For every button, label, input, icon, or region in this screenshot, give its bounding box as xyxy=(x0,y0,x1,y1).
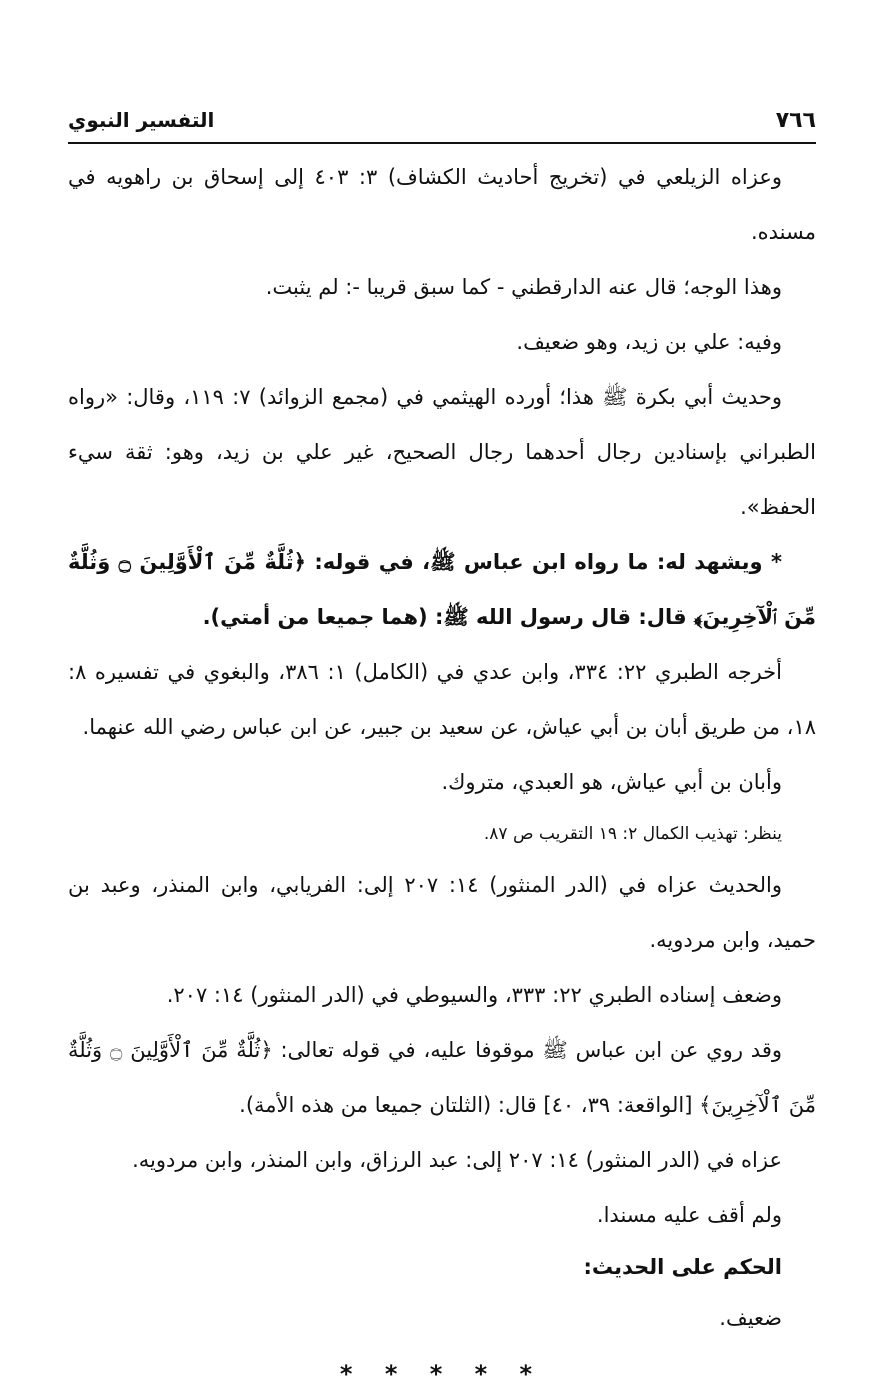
book-page xyxy=(68,100,816,1388)
paragraph: وهذا الوجه؛ قال عنه الدارقطني - كما سبق قريبا -: لم يثبت. xyxy=(265,275,782,299)
paragraph-reference: ينظر: تهذيب الكمال ٢: ١٩ التقريب ص ٨٧. xyxy=(483,824,782,844)
ruling-heading: الحكم على الحديث: xyxy=(583,1255,782,1279)
paragraph: وقد روي عن ابن عباس ﷺ موقوفا عليه، في قوله تعالى: ﴿ثُلَّةٌ مِّنَ ٱلْأَوَّلِينَ ۝ وَثُلَّةٌ مِّنَ ٱلْآخِرِينَ﴾ [الواقعة: ٣٩، ٤٠] قال: (الثلتان جميعا من هذه الأمة). xyxy=(68,1038,816,1117)
page-header xyxy=(68,100,816,144)
page-number: ٧٦٦ xyxy=(775,108,816,133)
paragraph: وضعف إسناده الطبري ٢٢: ٣٣٣، والسيوطي في (الدر المنثور) ١٤: ٢٠٧. xyxy=(166,983,782,1007)
paragraph: وحديث أبي بكرة ﷺ هذا؛ أورده الهيثمي في (مجمع الزوائد) ٧: ١١٩، وقال: «رواه الطبراني بإسنادين رجال أحدهما رجال الصحيح، غير علي بن زيد، وهو: ثقة سيء الحفظ». xyxy=(68,385,816,519)
running-title: التفسير النبوي xyxy=(68,108,215,132)
paragraph: أخرجه الطبري ٢٢: ٣٣٤، وابن عدي في (الكامل) ١: ٣٨٦، والبغوي في تفسيره ٨: ١٨، من طريق أبان بن أبي عياش، عن سعيد بن جبير، عن ابن عباس رضي الله عنهما. xyxy=(68,660,816,739)
paragraph: عزاه في (الدر المنثور) ١٤: ٢٠٧ إلى: عبد الرزاق، وابن المنذر، وابن مردويه. xyxy=(132,1148,782,1172)
paragraph: وفيه: علي بن زيد، وهو ضعيف. xyxy=(516,330,782,354)
paragraph: وعزاه الزيلعي في (تخريج أحاديث الكشاف) ٣: ٤٠٣ إلى إسحاق بن راهويه في مسنده. xyxy=(68,165,816,244)
section-divider-stars: * * * * * xyxy=(339,1360,545,1388)
page-body xyxy=(68,150,816,1388)
paragraph: والحديث عزاه في (الدر المنثور) ١٤: ٢٠٧ إلى: الفريابي، وابن المنذر، وعبد بن حميد، وابن مردويه. xyxy=(68,873,816,952)
paragraph: وأبان بن أبي عياش، هو العبدي، متروك. xyxy=(441,770,782,794)
paragraph-witness: * ويشهد له: ما رواه ابن عباس ﷺ، في قوله: ﴿ثُلَّةٌ مِّنَ ٱلْأَوَّلِينَ ۝ وَثُلَّةٌ مِّنَ ٱلْآخِرِينَ﴾ قال: قال رسول الله ﷺ: (هما جميعا من أمتي). xyxy=(68,550,816,629)
ruling-text: ضعيف. xyxy=(719,1306,782,1330)
paragraph: ولم أقف عليه مسندا. xyxy=(596,1203,782,1227)
